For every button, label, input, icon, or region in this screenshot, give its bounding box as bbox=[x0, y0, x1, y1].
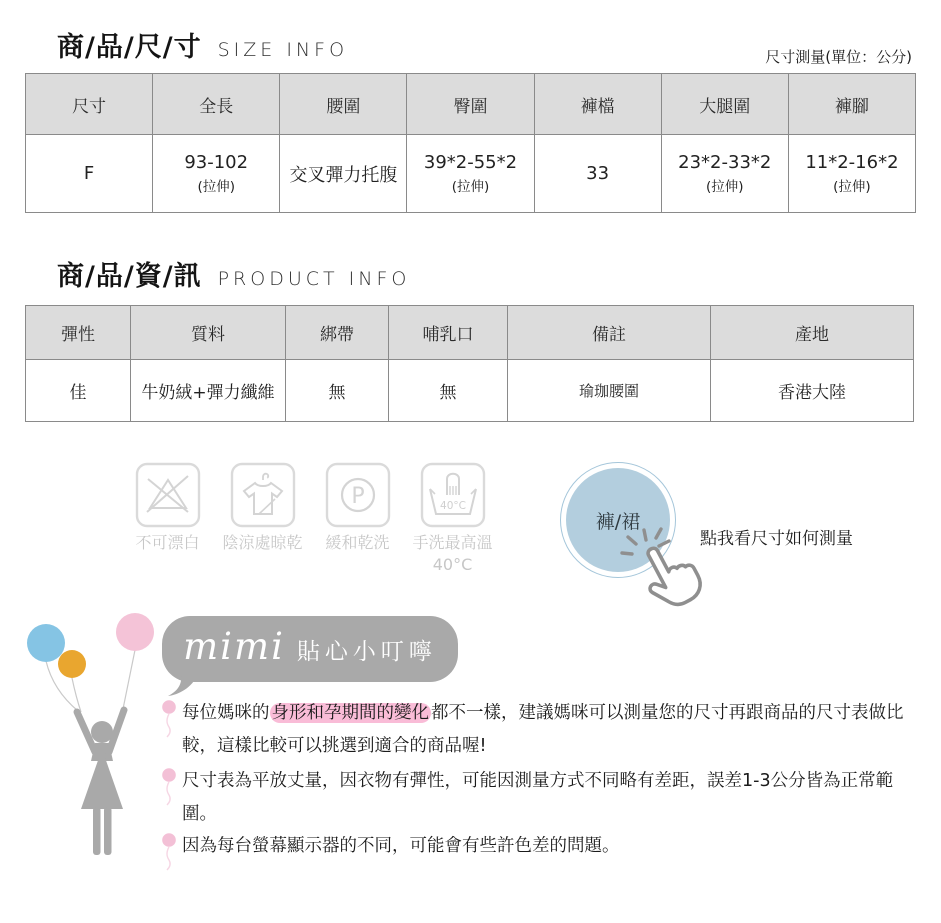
size-cell: 33 bbox=[534, 135, 661, 213]
product-section-title-en: PRODUCT INFO bbox=[217, 268, 411, 290]
svg-text:40°C: 40°C bbox=[439, 500, 466, 512]
info-cell: 無 bbox=[286, 360, 389, 422]
tip-item bbox=[160, 830, 916, 874]
tips-bubble-text: 貼心小叮嚀 bbox=[296, 638, 437, 665]
size-table-header: 臀圍 bbox=[407, 74, 534, 135]
size-cell: 23*2-33*2 (拉伸) bbox=[661, 135, 788, 213]
size-section-title-zh: 商/品/尺/寸 bbox=[57, 32, 202, 63]
size-cell: 交叉彈力托腹 bbox=[280, 135, 407, 213]
balloon-bullet-icon bbox=[160, 767, 178, 809]
measure-circle-label: 褲/裙 bbox=[595, 510, 641, 533]
tip-item bbox=[160, 765, 916, 831]
size-table-header: 腰圍 bbox=[280, 74, 407, 135]
girl-silhouette bbox=[77, 710, 124, 855]
size-table-header: 大腿圍 bbox=[661, 74, 788, 135]
care-item: 不可漂白 bbox=[120, 462, 215, 575]
measure-cta-text[interactable]: 點我看尺寸如何測量 bbox=[700, 529, 853, 549]
balloon-bullet-icon bbox=[160, 699, 178, 741]
size-table-header-row bbox=[26, 74, 916, 135]
gentle-dry-clean-icon bbox=[325, 462, 391, 528]
blue-balloon bbox=[27, 624, 65, 662]
size-cell: 39*2-55*2 (拉伸) bbox=[407, 135, 534, 213]
balloon-bullet-icon bbox=[160, 832, 178, 874]
highlighted-text: 身形和孕期間的變化 bbox=[271, 703, 429, 723]
measurement-unit-note: 尺寸測量(單位：公分) bbox=[765, 48, 912, 66]
product-section-heading bbox=[57, 254, 410, 293]
size-cell: F bbox=[26, 135, 153, 213]
size-cell: 93-102 (拉伸) bbox=[153, 135, 280, 213]
no-bleach-icon bbox=[135, 462, 201, 528]
product-info-table bbox=[25, 305, 914, 422]
dry-in-shade-icon bbox=[230, 462, 296, 528]
tip-text: 每位媽咪的 身形和孕期間的變化 都不一樣，建議媽咪可以測量您的尺寸再跟商品的尺寸表做比較，這樣比較可以挑選到適合的商品喔! bbox=[182, 703, 904, 756]
svg-text:P: P bbox=[350, 484, 365, 509]
size-section-title-en: SIZE INFO bbox=[217, 39, 349, 61]
pink-balloon bbox=[116, 613, 154, 651]
tip-item bbox=[160, 697, 916, 763]
size-cell: 11*2-16*2 (拉伸) bbox=[788, 135, 915, 213]
care-item: P 緩和乾洗 bbox=[310, 462, 405, 575]
tips-bubble bbox=[162, 616, 458, 682]
info-table-data-row bbox=[26, 360, 914, 422]
info-cell: 佳 bbox=[26, 360, 131, 422]
info-table-header: 備註 bbox=[508, 306, 711, 360]
size-table-header: 褲檔 bbox=[534, 74, 661, 135]
info-table-header: 綁帶 bbox=[286, 306, 389, 360]
info-table-header: 哺乳口 bbox=[389, 306, 508, 360]
size-table-data-row bbox=[26, 135, 916, 213]
hand-wash-icon bbox=[420, 462, 486, 528]
size-table-header: 全長 bbox=[153, 74, 280, 135]
size-section-heading bbox=[57, 25, 348, 64]
size-table bbox=[25, 73, 916, 213]
tip-text: 尺寸表為平放丈量，因衣物有彈性，可能因測量方式不同略有差距，誤差1-3公分皆為正常範圍。 bbox=[182, 771, 894, 824]
info-cell: 無 bbox=[389, 360, 508, 422]
tips-bubble-script: mimi bbox=[183, 624, 285, 668]
size-table-header: 尺寸 bbox=[26, 74, 153, 135]
care-instructions bbox=[120, 462, 500, 575]
info-cell: 瑜珈腰圍 bbox=[508, 360, 711, 422]
info-table-header: 質料 bbox=[131, 306, 286, 360]
info-table-header-row bbox=[26, 306, 914, 360]
size-table-header: 褲腳 bbox=[788, 74, 915, 135]
info-cell: 香港大陸 bbox=[711, 360, 914, 422]
orange-balloon bbox=[58, 650, 86, 678]
product-section-title-zh: 商/品/資/訊 bbox=[57, 261, 202, 292]
care-item: 陰涼處晾乾 bbox=[215, 462, 310, 575]
info-table-header: 產地 bbox=[711, 306, 914, 360]
tips-bubble-tail bbox=[168, 674, 202, 698]
care-item: 40°C 手洗最高溫 40°C bbox=[405, 462, 500, 575]
tip-text: 因為每台螢幕顯示器的不同，可能會有些許色差的問題。 bbox=[182, 836, 620, 856]
info-cell: 牛奶絨+彈力纖維 bbox=[131, 360, 286, 422]
info-table-header: 彈性 bbox=[26, 306, 131, 360]
